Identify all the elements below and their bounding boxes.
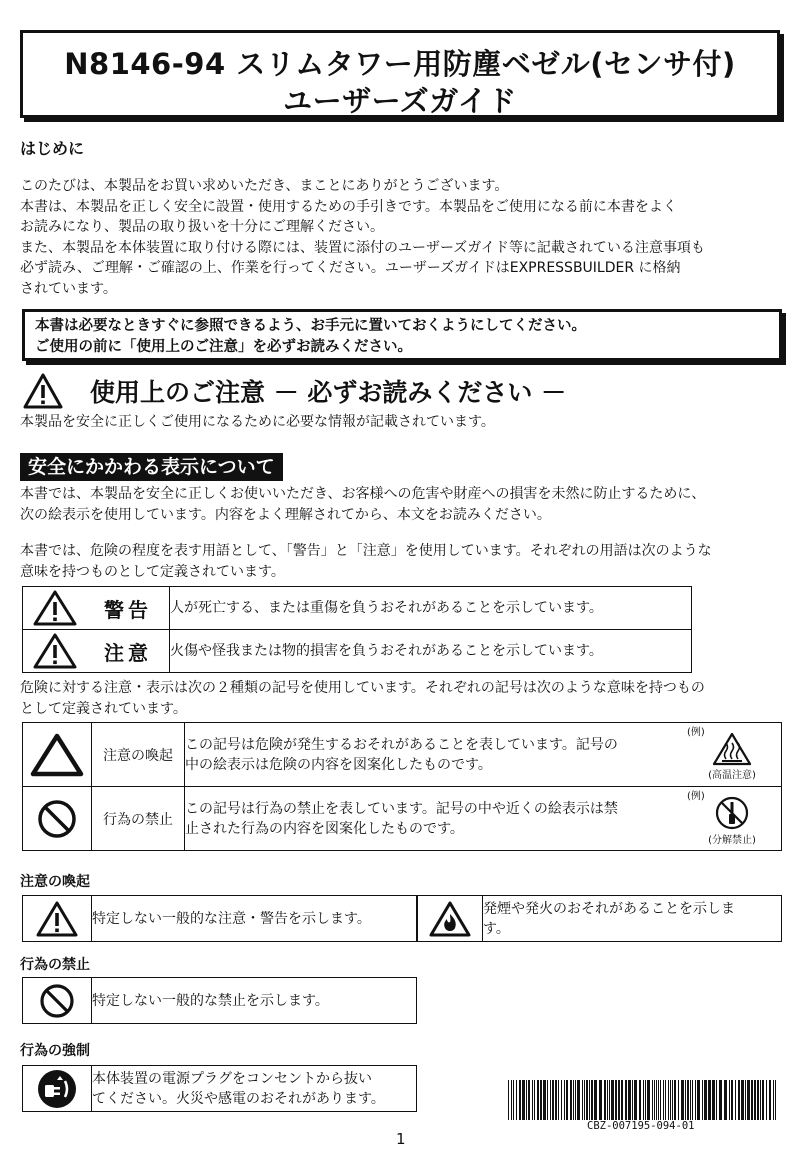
symbol-label-prohibition: 行為の禁止: [92, 787, 185, 851]
paragraph-line: 本書では、危険の程度を表す用語として、「警告」と「注意」を使用しています。それぞれの用語は次のような: [20, 543, 712, 559]
symbol-text-line: 中の絵表示は危険の内容を図案化したものです。: [185, 756, 492, 773]
safety-paragraph-2: [20, 541, 712, 582]
notice-line: 本書は必要なときすぐに参照できるよう、お手元に置いておくようにしてください。: [35, 318, 586, 334]
prohibition-icon: [37, 981, 77, 1021]
symbol-text-line: この記号は危険が発生するおそれがあることを表しています。記号の: [185, 736, 618, 753]
mandatory-text-line: 本体装置の電源プラグをコンセントから抜い: [92, 1070, 372, 1087]
caution-heading: 使用上のご注意 － 必ずお読みください －: [90, 378, 567, 407]
document-title: N8146-94 スリムタワー用防塵ベゼル(センサ付): [64, 47, 736, 81]
example-label: (高温注意): [708, 770, 756, 781]
paragraph-line: 次の絵表示を使用しています。内容をよく理解されてから、本文をお読みください。: [20, 506, 551, 523]
table-row: [23, 787, 782, 851]
caution-subtext: 本製品を安全に正しくご使用になるために必要な情報が記載されています。: [20, 414, 495, 430]
level-label-caution: 注意: [87, 630, 170, 673]
attention-heading: 注意の喚起: [20, 874, 90, 890]
intro-line: また、本製品を本体装置に取り付ける際には、装置に添付のユーザーズガイド等に記載されている注意事項も: [20, 239, 705, 256]
document-subtitle: ユーザーズガイド: [283, 84, 517, 118]
table-row: [23, 630, 692, 673]
paragraph-line: 意味を持つものとして定義されています。: [20, 563, 285, 580]
warning-triangle-icon: [22, 372, 64, 410]
table-row: [23, 587, 692, 630]
symbol-text-line: この記号は行為の禁止を表しています。記号の中や近くの絵表示は禁: [185, 800, 618, 817]
notice-box: [22, 309, 782, 361]
mandatory-text-line: てください。火災や感電のおそれがあります。: [92, 1090, 385, 1107]
title-box: [20, 30, 780, 118]
table-row: [23, 723, 782, 787]
caution-triangle-icon: [30, 732, 84, 778]
page-number: 1: [396, 1130, 406, 1148]
barcode-image: [508, 1080, 778, 1120]
unplug-power-icon: [35, 1067, 79, 1111]
attention-fire-text-line: 発煙や発火のおそれがあることを示しま: [483, 900, 735, 917]
paragraph-line: 危険に対する注意・表示は次の２種類の記号を使用しています。それぞれの記号は次のような意味を持つもの: [20, 680, 705, 696]
example-mark: (例): [687, 727, 705, 738]
hazard-level-table: [22, 586, 692, 673]
prohibition-general-text: 特定しない一般的な禁止を示します。: [92, 978, 417, 1024]
example-mark: (例): [687, 791, 705, 802]
intro-line: このたびは、本製品をお買い求めいただき、まことにありがとうございます。: [20, 178, 509, 194]
warning-triangle-icon: [32, 632, 78, 670]
symbol-table: [22, 722, 782, 851]
level-text-warning: 人が死亡する、または重傷を負うおそれがあることを示しています。: [170, 587, 692, 630]
paragraph-line: として定義されています。: [20, 700, 187, 717]
level-text-caution: 火傷や怪我または物的損害を負うおそれがあることを示しています。: [170, 630, 692, 673]
fire-warning-icon: [428, 900, 472, 938]
intro-line: 必ず読み、ご理解・ご確認の上、作業を行ってください。ユーザーズガイドはEXPRESSBUILDER に格納: [20, 260, 681, 276]
example-label: (分解禁止): [708, 835, 756, 846]
prohibition-icon: [35, 797, 79, 841]
warning-triangle-icon: [35, 900, 79, 938]
mandatory-box: [22, 1065, 417, 1112]
barcode-number: CBZ-007195-094-01: [587, 1120, 695, 1132]
attention-box-general: [22, 895, 417, 942]
attention-box-fire: [417, 895, 782, 942]
intro-heading: はじめに: [20, 139, 85, 158]
attention-general-text: 特定しない一般的な注意・警告を示します。: [92, 896, 417, 942]
no-disassembly-icon: [714, 795, 750, 831]
mandatory-heading: 行為の強制: [20, 1043, 90, 1059]
warning-triangle-icon: [32, 589, 78, 627]
symbol-text-line: 止された行為の内容を図案化したものです。: [185, 820, 464, 837]
notice-line: ご使用の前に「使用上のご注意」を必ずお読みください。: [35, 339, 412, 355]
level-label-warning: 警告: [87, 587, 170, 630]
safety-paragraph-1: [20, 484, 705, 525]
paragraph-line: 本書では、本製品を安全に正しくお使いいただき、お客様への危害や財産への損害を未然に防止するために、: [20, 486, 706, 502]
prohibition-heading: 行為の禁止: [20, 957, 90, 973]
intro-line: お読みになり、製品の取り扱いを十分にご理解ください。: [20, 219, 384, 235]
symbol-label-attention: 注意の喚起: [92, 723, 185, 787]
safety-paragraph-3: [20, 678, 705, 719]
intro-paragraph: [20, 176, 705, 299]
high-temperature-icon: [712, 732, 752, 766]
safety-heading: 安全にかかわる表示について: [20, 453, 283, 481]
intro-line: 本書は、本製品を正しく安全に設置・使用するための手引きです。本製品をご使用になる前に本書をよく: [20, 198, 677, 215]
attention-fire-text-line: す。: [483, 920, 510, 937]
prohibition-box: [22, 977, 417, 1024]
intro-line: されています。: [20, 280, 117, 297]
